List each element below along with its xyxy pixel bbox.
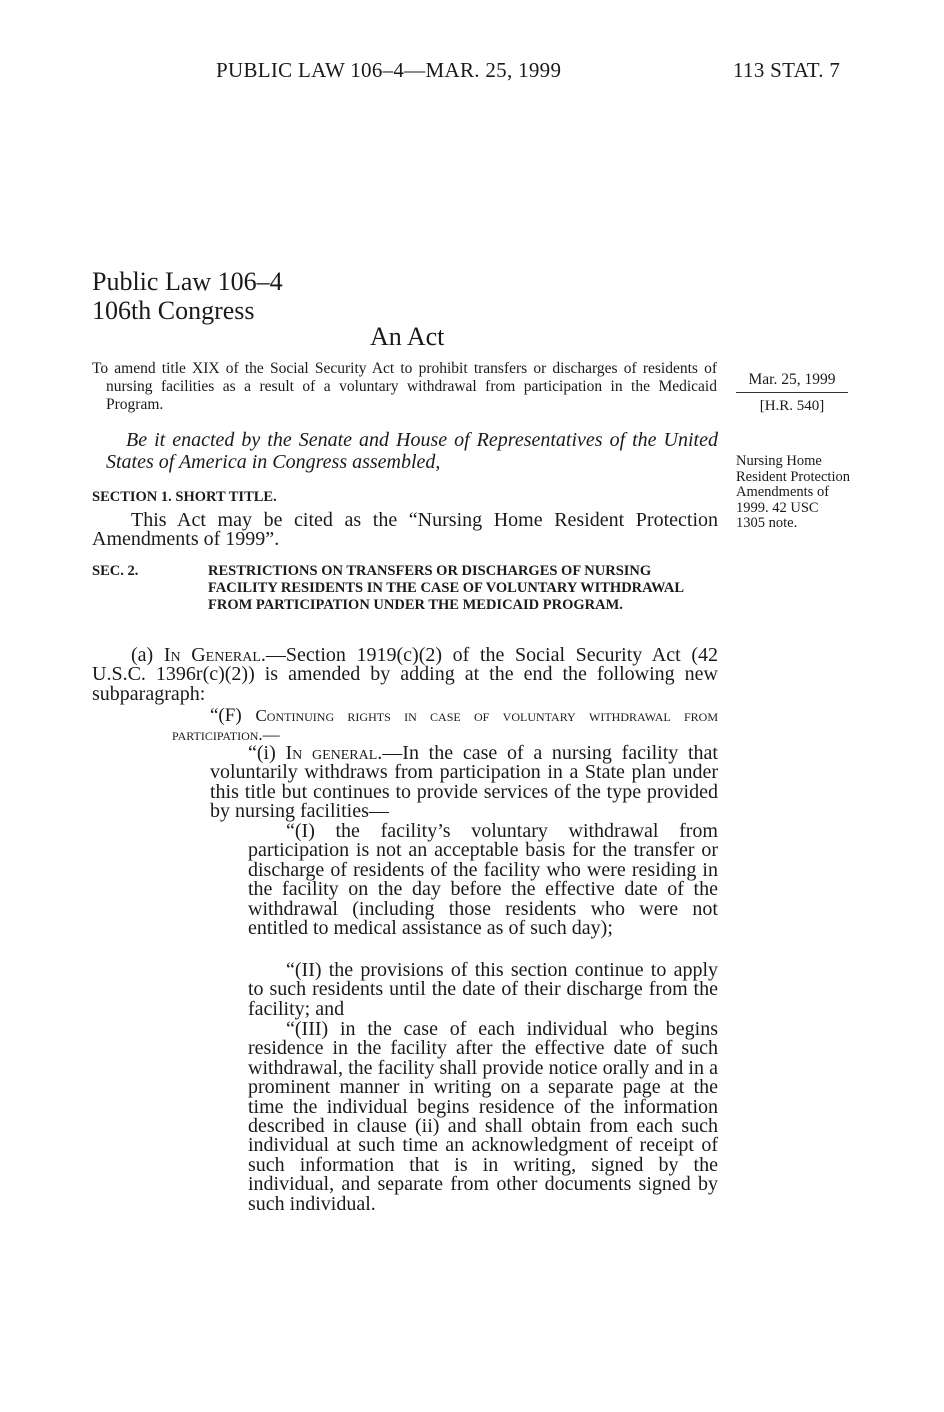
subsection-a-caption: In General [163, 644, 261, 666]
clause-i-caption: In general [285, 742, 378, 764]
page-number: 113 STAT. 7 [733, 58, 841, 82]
section2-heading: RESTRICTIONS ON TRANSFERS OR DISCHARGES OF NURSING FACILITY RESIDENTS IN THE CASE OF VOLUNTARY WITHDRAWAL FROM PARTICIPATION UNDER THE MEDICAID PROGRAM. [208, 563, 684, 613]
section2-label: SEC. 2. [92, 563, 139, 579]
purpose-text: To amend title XIX of the Social Security Act to prohibit transfers or discharges of residents of nursing facilities as a result of a voluntary withdrawal from participation in the Medicaid Program. [92, 360, 717, 413]
running-header-left: PUBLIC LAW 106–4—MAR. 25, 1999 [216, 58, 562, 82]
enacting-clause: Be it enacted by the Senate and House of Representatives of the United States of America in Congress assembled, [106, 429, 718, 473]
public-law-number: Public Law 106–4 [92, 267, 283, 296]
an-act-heading: An Act [370, 322, 445, 351]
margin-short-title-note: Nursing Home Resident Protection Amendments of 1999. 42 USC 1305 note. [736, 453, 850, 531]
subclause-II: “(II) the provisions of this section continue to apply to such residents until the date of their discharge from the facility; and [248, 959, 718, 1020]
subparagraph-f-label: “(F) [210, 705, 256, 726]
section1-heading: SECTION 1. SHORT TITLE. [92, 489, 277, 505]
subclause-I: “(I) the facility’s voluntary withdrawal from participation is not an acceptable basis for the transfer or discharge of residents of the facility who were residing in the facility on the day before the effective date of the withdrawal (including those residents who were not entitled to medical assistance as of such day); [248, 820, 718, 940]
clause-i [210, 744, 718, 822]
clause-i-label: “(i) [248, 742, 286, 764]
subsection-a-label: (a) [131, 644, 164, 666]
subparagraph-f-caption: Continuing rights in case of voluntary withdrawal from participation [172, 706, 719, 744]
purpose-clause [92, 360, 717, 414]
margin-date-note: Mar. 25, 1999 [736, 372, 848, 393]
subsection-a [92, 646, 718, 704]
subparagraph-f-dash: .— [258, 725, 280, 744]
subsection-a-text: .—Section 1919(c)(2) of the Social Security Act (42 U.S.C. 1396r(c)(2)) is amended by adding at the end the following new subparagraph: [92, 644, 718, 705]
subclause-III: “(III) in the case of each individual who begins residence in the facility after the effective date of such withdrawal, the facility shall provide notice orally and in a prominent manner in writing on a separate page at the time the individual begins residence of the information described in clause (ii) and shall obtain from each such individual at such time an acknowledgment of receipt of such information that is in writing, signed by the individual, and separate from other documents signed by such individual. [248, 1018, 718, 1215]
clause-i-text: .—In the case of a nursing facility that voluntarily withdraws from participation in a State plan under this title but continues to provide services of the type provided by nursing facilities— [210, 742, 718, 823]
margin-bill-note: [H.R. 540] [759, 398, 825, 414]
section1-text: This Act may be cited as the “Nursing Home Resident Protection Amendments of 1999”. [92, 509, 718, 551]
subparagraph-f-heading [172, 706, 718, 744]
congress-number: 106th Congress [92, 296, 255, 325]
